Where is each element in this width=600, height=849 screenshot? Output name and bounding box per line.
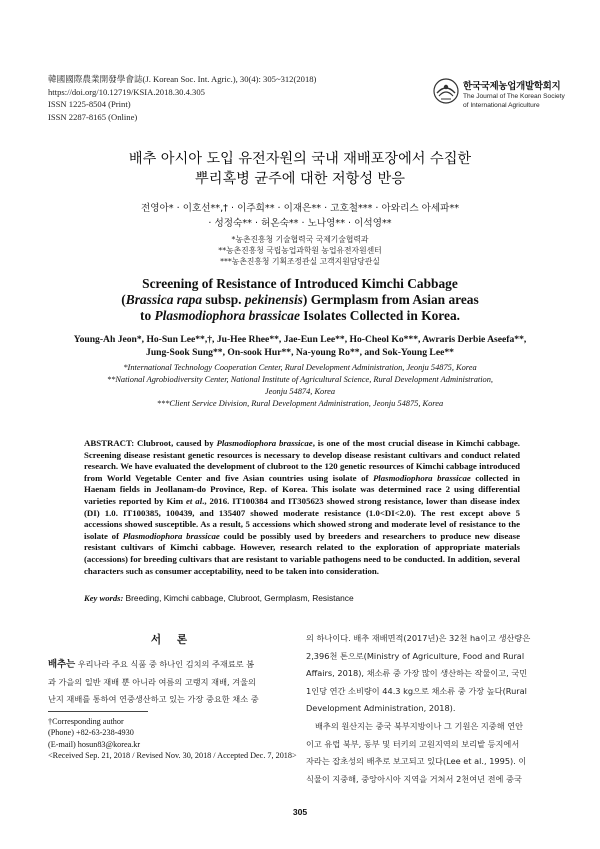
intro-right-line4: 1인당 연간 소비량이 44.3 kg으로 채소류 중 가장 높다(Rural: [306, 685, 527, 696]
abstract: [84, 438, 520, 577]
intro-right-column: [306, 630, 556, 788]
title-en-line2: (Brassica rapa subsp. pekinensis) Germplasm from Asian areas: [121, 292, 479, 307]
page-number: 305: [292, 807, 308, 817]
affiliation-ko-3: ***농촌진흥청 기획조정관실 고객지원담당관실: [220, 257, 380, 266]
title-ko-line2: 뿌리혹병 균주에 대한 저항성 반응: [195, 171, 405, 187]
intro-right-line2: 2,396천 톤으로(Ministry of Agriculture, Food and Rural: [306, 650, 525, 661]
abstract-text-3: collected in Haenam fields in Jeollanam-do Province, Rep. of Korea. This isolate was determined race 2 using differential varieties reported by Kim: [84, 472, 520, 506]
intro-left-line2: 과 가을의 일반 재배 뿐 아니라 여름의 고랭지 재배, 겨울의: [48, 676, 256, 687]
authors-ko-line2: · 성정숙** · 허온숙** · 노나영** · 이석영**: [208, 218, 392, 229]
issn-online: ISSN 2287-8165 (Online): [48, 111, 138, 122]
keywords-value: Breeding, Kimchi cabbage, Clubroot, Germplasm, Resistance: [125, 593, 354, 603]
footnote: [48, 716, 297, 762]
title-en-line2-rest: ) Germplasm from Asian areas: [302, 292, 479, 307]
affiliation-en-4: ***Client Service Division, Rural Development Administration, Jeonju 54875, Korea: [156, 399, 444, 408]
intro-right-line6: 배추의 원산지는 중국 북부지방이나 그 기원은 지중해 연안: [315, 720, 524, 731]
abstract-text-2: , is one of the most crucial disease in Kimchi cabbage. Screening disease resistant genetic resources is necessary to develop disease resistant cultivars and conduct related research. We have evaluated the development of clubroot to the 120 genetic resources of Kimchi cabbage introduced from World Vegetable Center and five Asian countries using isolate of: [84, 438, 520, 483]
intro-right-line8: 자라는 잡초성의 배추로 보고되고 있다(Lee et al., 1995). 이: [306, 756, 527, 767]
abstract-italic-3: et al: [186, 495, 203, 506]
title-en-line1: Screening of Resistance of Introduced Kimchi Cabbage: [142, 276, 458, 291]
affiliation-ko-2: **농촌진흥청 국립농업과학원 농업유전자원센터: [218, 246, 382, 255]
intro-left-column: [48, 656, 298, 709]
authors-en-line1: Young-Ah Jeon*, Ho-Sun Lee**,†, Ju-Hee Rhee**, Jae-Eun Lee**, Ho-Cheol Ko***, Awraris Derbie Aseefa**,: [73, 334, 527, 345]
title-en-line3-pre: to: [139, 308, 155, 323]
title-en-pathogen: Plasmodiophora brassicae: [154, 308, 300, 323]
keywords-label: Key words:: [84, 593, 124, 603]
society-name-ko: 한국국제농업개발학회지: [463, 81, 561, 92]
journal-header: [48, 73, 316, 123]
footnote-phone: (Phone) +82-63-238-4930: [48, 728, 134, 738]
affiliation-en-1: *International Technology Cooperation Center, Rural Development Administration, Jeonju 54875, Korea: [123, 363, 477, 372]
footnote-corresponding: †Corresponding author: [48, 717, 124, 726]
issn-print: ISSN 1225-8504 (Print): [48, 99, 131, 110]
abstract-italic-4: Plasmodiophora brassicae: [122, 530, 220, 541]
intro-right-line7: 이고 유럽 북부, 동부 및 터키의 고원지역의 보리밭 등지에서: [306, 738, 520, 749]
abstract-italic-1: Plasmodiophora brassicae: [216, 438, 313, 448]
footnote-divider: [48, 711, 148, 712]
authors-en-line2: Jung-Sook Sung**, On-sook Hur**, Na-young Ro**, and Sok-Young Lee**: [146, 347, 454, 358]
authors-ko-line1: 전영아* · 이호선**,† · 이주희** · 이재은** · 고호철*** · 아와리스 아세파**: [140, 203, 460, 214]
intro-left-line1-text: 우리나라 주요 식품 중 하나인 김치의 주재료로 봄: [75, 659, 255, 669]
title-en-subsp: subsp.: [202, 292, 245, 307]
keywords: [84, 593, 520, 603]
society-name-en-1: The Journal of The Korean Society: [463, 93, 565, 100]
intro-right-line9: 식물이 지중해, 중앙아시아 지역을 거쳐서 2천여년 전에 중국: [306, 773, 522, 784]
society-emblem-icon: [433, 78, 459, 104]
intro-right-line3: Affairs, 2018), 채소류 중 가장 많이 생산하는 작물이고, 국민: [306, 668, 528, 679]
abstract-text-1: Clubroot, caused by: [134, 438, 217, 448]
footnote-dates: <Received Sep. 21, 2018 / Revised Nov. 30, 2018 / Accepted Dec. 7, 2018>: [48, 751, 297, 761]
intro-right-line1: 의 하나이다. 배추 재배면적(2017년)은 32천 ha이고 생산량은: [306, 633, 531, 643]
intro-left-line1: [48, 656, 298, 674]
intro-right-line5: Development Administration, 2018).: [306, 703, 456, 714]
affiliation-en-3: Jeonju 54874, Korea: [264, 387, 336, 396]
title-en-line3: [0, 308, 600, 324]
society-logo: [433, 76, 563, 126]
title-en-subspecies: pekinensis: [244, 292, 303, 307]
journal-citation: 韓國國際農業開發學會誌(J. Korean Soc. Int. Agric.), 30(4): 305~312(2018): [48, 74, 317, 84]
doi-link[interactable]: https://doi.org/10.12719/KSIA.2018.30.4.305: [48, 86, 205, 97]
intro-lead-word: 배추는: [48, 659, 76, 670]
abstract-text-5: could be possibly used by breeders and researchers to produce new disease resistant cultivars of Kimchi cabbage. However, research related to the exploration of appropriate materials (accessions) for breeding cultivars that are resistant to variable pathogens need to be conducted. In addition, several characters such as consumer acceptability, need to be taken into consideration.: [84, 530, 520, 576]
abstract-text-4: ., 2016. IT100384 and IT305623 showed strong resistance, lower than disease index (DI) 1.0. IT100385, 100439, and 135407 showed moderate resistance (1.0<DI<2.0). The rest except above 5 accessions showed susceptible. As a result, 5 accessions which showed strong and moderate level of resistance to the isolate of: [84, 495, 520, 541]
abstract-italic-2: Plasmodiophora brassicae: [372, 472, 471, 483]
title-ko-line1: 배추 아시아 도입 유전자원의 국내 재배포장에서 수집한: [128, 151, 472, 167]
title-en-line3-rest: Isolates Collected in Korea.: [299, 308, 460, 323]
title-en-genus: Brassica rapa: [125, 292, 203, 307]
affiliation-en-2: **National Agrobiodiversity Center, National Institute of Agricultural Science, Rural Development Administration,: [106, 375, 494, 384]
abstract-label: ABSTRACT:: [84, 438, 135, 448]
intro-left-line3: 난지 재배를 통하여 연중생산하고 있는 가장 중요한 채소 중: [48, 694, 259, 705]
society-name-en-2: of International Agriculture: [463, 102, 540, 109]
affiliation-ko-1: *농촌진흥청 기술협력국 국제기술협력과: [231, 235, 369, 244]
section-heading-introduction: 서 론: [150, 634, 194, 646]
footnote-email[interactable]: (E-mail) hosun83@korea.kr: [48, 739, 141, 749]
